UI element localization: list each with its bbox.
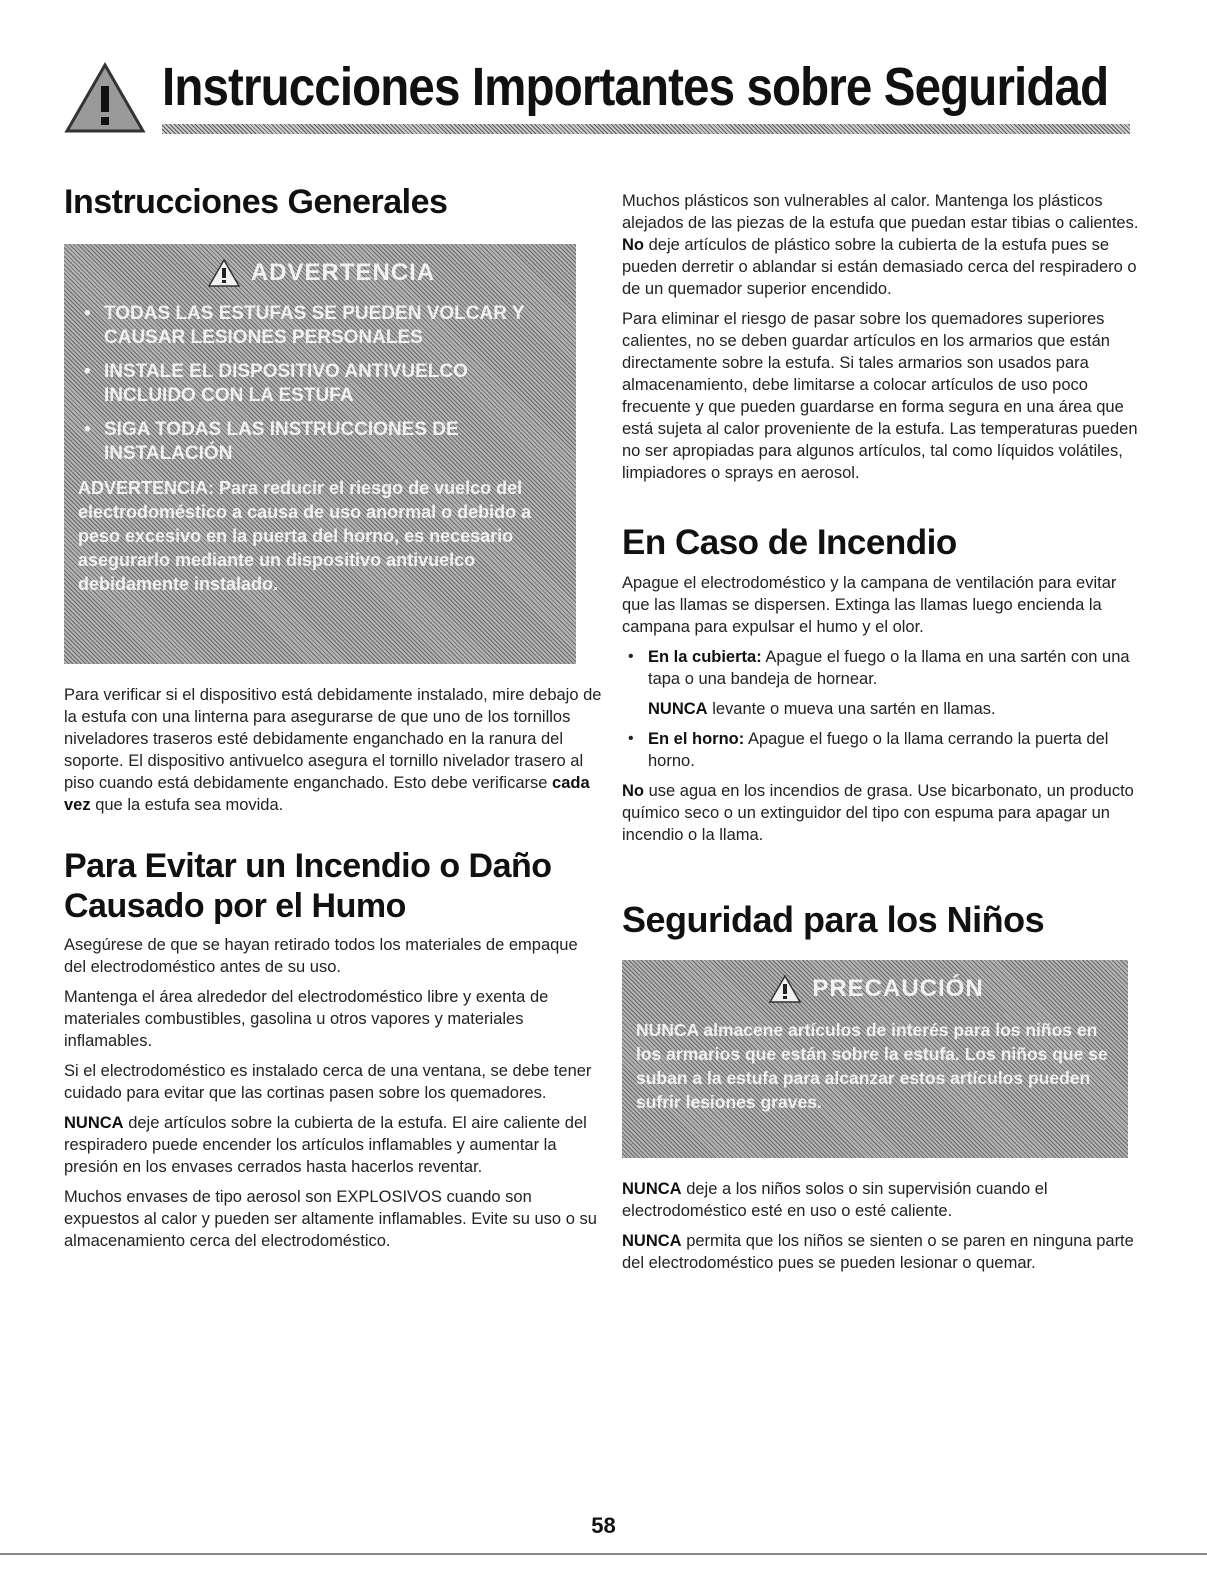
warning-bullet: • TODAS LAS ESTUFAS SE PUEDEN VOLCAR Y CAUSAR LESIONES PERSONALES [78,302,564,350]
paragraph: NUNCA deje artículos sobre la cubierta de la estufa. El aire caliente del respiradero puede encender los artículos inflamables y aumentar la presión en los envases cerrados hasta hacerlos reventar. [64,1114,587,1176]
warning-box-title [78,258,564,288]
bullet-item: • En el horno: Apague el fuego o la llama cerrando la puerta del horno. [622,728,1146,772]
warning-body: ADVERTENCIA: Para reducir el riesgo de vuelco del electrodoméstico a causa de uso anormal o debido a peso excesivo en la puerta del horno, es necesario asegurarlo mediante un dispositivo antivuelco debidamente instalado. [78,478,532,594]
warning-triangle-icon [207,258,241,288]
bold-word: NUNCA [64,1114,124,1132]
bold-word: No [622,782,644,800]
paragraph: Muchos plásticos son vulnerables al calor. Mantenga los plásticos alejados de las piezas de la estufa que puedan estar tibias o calientes. No deje artículos de plástico sobre la cubierta de la estufa pues se pueden derretir o ablandar si están demasiado cerca del respiradero o de un quemador superior encendido. [622,192,1139,298]
sub-item: NUNCA levante o mueva una sartén en llamas. [648,700,996,718]
warning-bullet: • INSTALE EL DISPOSITIVO ANTIVUELCO INCLUIDO CON LA ESTUFA [78,360,564,408]
paragraph: NUNCA permita que los niños se sienten o se paren en ninguna parte del electrodoméstico pues se pueden lesionar o quemar. [622,1232,1134,1272]
paragraph: NUNCA deje a los niños solos o sin supervisión cuando el electrodoméstico esté en uso o esté caliente. [622,1180,1048,1220]
fire-prevention-heading: Para Evitar un Incendio o Daño Causado por el Humo [64,847,552,925]
page-header [64,54,1154,134]
paragraph: Mantenga el área alrededor del electrodoméstico libre y exenta de materiales combustibles, gasolina u otros vapores y materiales inflamables. [64,988,549,1050]
fire-case-heading: En Caso de Incendio [622,523,957,562]
page-number: 58 [591,1513,616,1538]
bullet-item: • En la cubierta: Apague el fuego o la llama en una sartén con una tapa o una bandeja de hornear. [622,646,1146,690]
title-underline [162,124,1130,134]
warning-bullets [78,302,564,466]
warning-bullet: • SIGA TODAS LAS INSTRUCCIONES DE INSTALACIÓN [78,418,564,466]
right-column [622,190,1146,1282]
footer-rule [0,1553,1207,1555]
verify-paragraph: Para verificar si el dispositivo está debidamente instalado, mire debajo de la estufa con una linterna para asegurarse de que uno de los tornillos niveladores traseros esté debidamente enganchado en la ranura del soporte. El dispositivo antivuelco asegura el tornillo nivelador trasero al piso cuando está debidamente enganchado. Esto debe verificarse cada vez que la estufa sea movida. [64,686,602,814]
general-instructions-heading: Instrucciones Generales [64,183,448,221]
caution-box-title [636,974,1116,1004]
paragraph: Asegúrese de que se hayan retirado todos los materiales de empaque del electrodoméstico antes de su uso. [64,936,578,976]
paragraph: Para eliminar el riesgo de pasar sobre los quemadores superiores calientes, no se deben guardar artículos en los armarios que están directamente sobre la estufa. Si tales armarios son usados para almacenamiento, debe limitarse a colocar artículos de uso poco frecuente y que pueden guardarse en forma segura en una área que está sujeta al calor proveniente de la estufa. Las temperaturas pueden no ser apropiadas para algunos artículos, tal como líquidos volátiles, limpiadores o sprays en aerosol. [622,310,1138,482]
bold-word: NUNCA [622,1180,682,1198]
warning-box [64,244,576,664]
paragraph: Muchos envases de tipo aerosol son EXPLOSIVOS cuando son expuestos al calor y pueden ser altamente inflamables. Evite su uso o su almacenamiento cerca del electrodoméstico. [64,1188,597,1250]
bold-word: NUNCA [622,1232,682,1250]
bold-word: No [622,236,644,254]
caution-body: NUNCA almacene artículos de interés para los niños en los armarios que están sobre la estufa. Los niños que se suban a la estufa para alcanzar estos artículos pueden sufrir lesiones graves. [636,1020,1108,1112]
paragraph: Apague el electrodoméstico y la campana de ventilación para evitar que las llamas se dispersen. Extinga las llamas luego encienda la campana para expulsar el humo y el olor. [622,574,1117,636]
warning-triangle-icon [64,62,146,134]
paragraph: Si el electrodoméstico es instalado cerca de una ventana, se debe tener cuidado para evitar que las cortinas pasen sobre los quemadores. [64,1062,592,1102]
paragraph: No use agua en los incendios de grasa. Use bicarbonato, un producto químico seco o un extinguidor del tipo con espuma para apagar un incendio o la llama. [622,782,1134,844]
bold-phrase: cada vez [64,774,590,814]
warning-triangle-icon [768,974,802,1004]
caution-label: PRECAUCIÓN [812,975,984,1002]
page-title: Instrucciones Importantes sobre Seguridad [162,57,1109,117]
caution-box [622,960,1128,1158]
warning-label: ADVERTENCIA [250,259,436,286]
child-safety-heading: Seguridad para los Niños [622,899,1045,940]
left-column [64,180,602,1260]
